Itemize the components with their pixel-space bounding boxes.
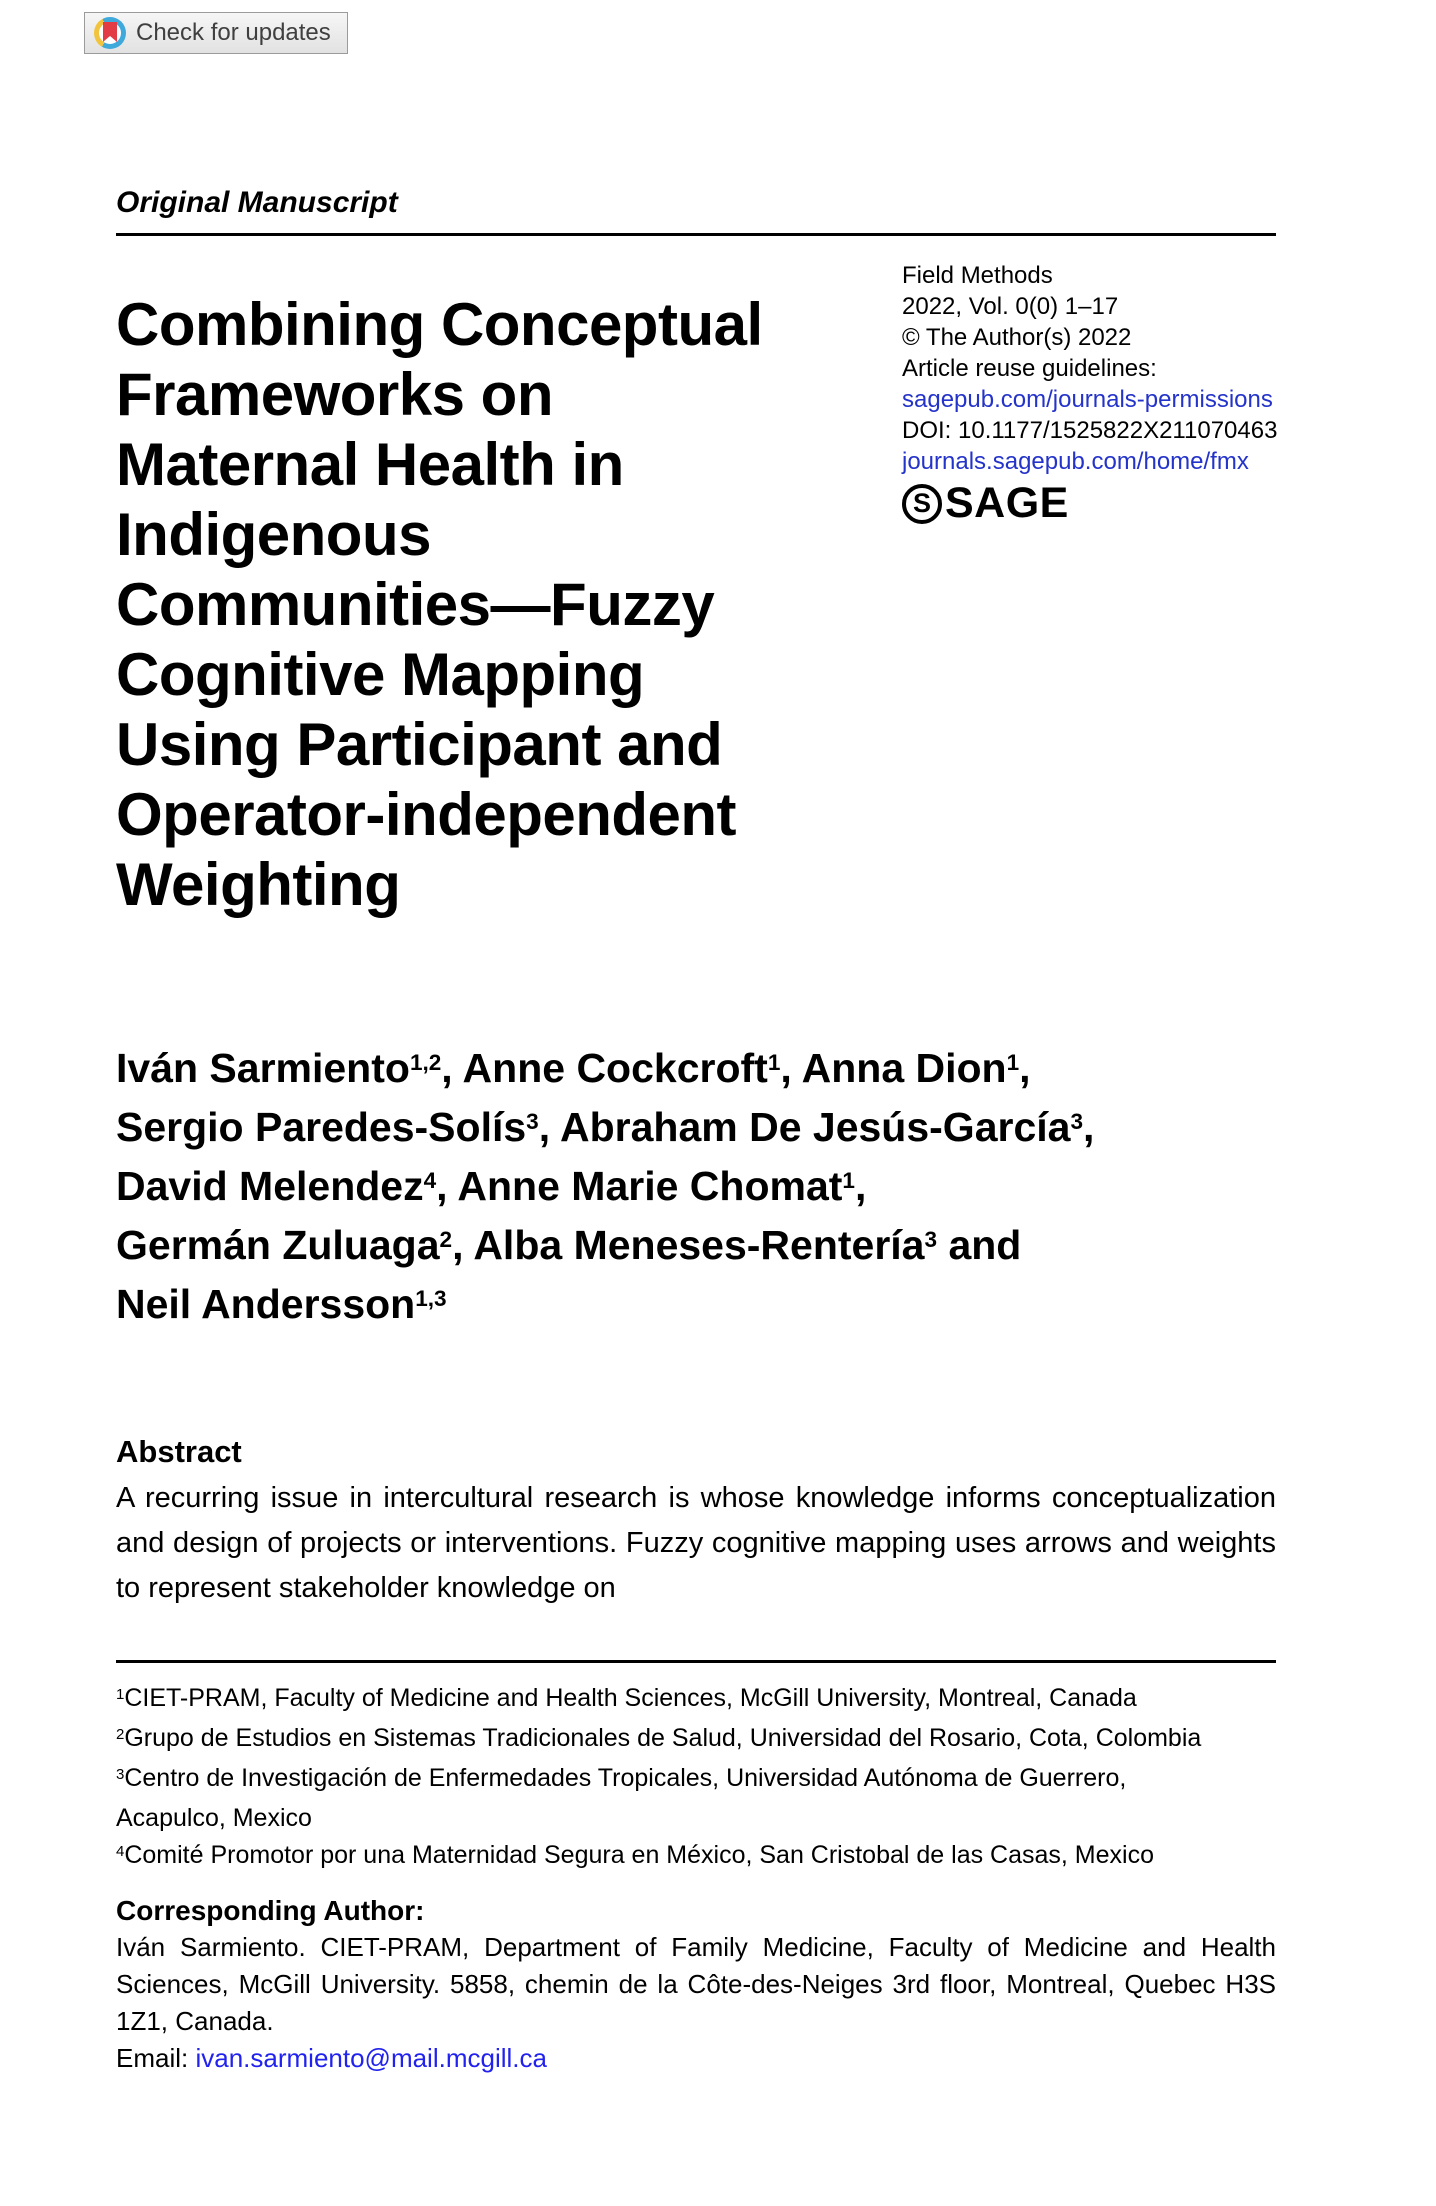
affiliation-footnote: $^4$Comité Promotor por una Maternidad Segura en México, San Cristobal de las Casas, Mexico xyxy=(116,1841,1154,1869)
journal-metadata-block xyxy=(902,260,1282,477)
author-list xyxy=(116,1042,1094,1337)
footnote-number: 4 xyxy=(116,1843,125,1861)
author-line: David Melendez$^4$, Anne Marie Chomat$^1$, xyxy=(116,1163,867,1209)
footnote-rule xyxy=(116,1660,1276,1663)
author-affiliation-sup: 1,2 xyxy=(409,1049,442,1075)
author-name: David Melendez xyxy=(116,1163,424,1209)
reuse-guidelines-label-line: Article reuse guidelines: xyxy=(902,355,1157,382)
abstract-text: A recurring issue in intercultural research is whose knowledge informs conceptualization and design of projects or interventions. Fuzzy cognitive mapping uses arrows and weights to represent stakeholder knowledge on xyxy=(116,1482,1276,1604)
author-line: Iván Sarmiento$^{1,2}$, Anne Cockcroft$^1$, Anna Dion$^1$, xyxy=(116,1045,1031,1091)
journal-home-link[interactable]: journals.sagepub.com/home/fmx xyxy=(902,448,1249,475)
author-name: Anna Dion xyxy=(801,1045,1007,1091)
author-affiliation-sup: 4 xyxy=(423,1167,437,1193)
permissions-link[interactable]: sagepub.com/journals-permissions xyxy=(902,386,1273,413)
author-affiliation-sup: 3 xyxy=(924,1226,938,1252)
sage-s-circle-icon: S xyxy=(902,484,942,524)
footnote-number: 1 xyxy=(116,1686,125,1704)
copyright-line-line: © The Author(s) 2022 xyxy=(902,324,1132,351)
author-name: Sergio Paredes-Solís xyxy=(116,1104,527,1150)
author-name: Anne Cockcroft xyxy=(462,1045,768,1091)
corresponding-author-block xyxy=(116,1892,1276,2077)
abstract-heading: Abstract xyxy=(116,1434,242,1469)
author-affiliation-sup: 1 xyxy=(842,1167,855,1193)
corresponding-email-link[interactable]: ivan.sarmiento@mail.mcgill.ca xyxy=(195,2043,547,2073)
volume-issue-pages-line: 2022, Vol. 0(0) 1–17 xyxy=(902,293,1119,320)
author-line: Sergio Paredes-Solís$^3$, Abraham De Jesús-García$^3$, xyxy=(116,1104,1095,1150)
affiliation-footnote: $^3$Centro de Investigación de Enfermedades Tropicales, Universidad Autónoma de Guerrero, Acapulco, Mexico xyxy=(116,1764,1127,1832)
author-name: Anne Marie Chomat xyxy=(457,1163,843,1209)
author-name: Neil Andersson xyxy=(116,1281,416,1327)
doi-line-line: DOI: 10.1177/1525822X211070463 xyxy=(902,417,1278,444)
crossmark-icon xyxy=(94,17,126,49)
check-for-updates-label: Check for updates xyxy=(136,19,331,46)
article-title: Combining Conceptual Frameworks on Maternal Health in Indigenous Communities—Fuzzy Cognitive Mapping Using Participant and Operator-independent Weighting xyxy=(116,291,763,918)
article-type-label: Original Manuscript xyxy=(116,186,398,219)
sage-logo xyxy=(902,479,1069,527)
author-affiliation-sup: 1,3 xyxy=(415,1285,447,1311)
footnote-number: 2 xyxy=(116,1726,125,1744)
permissions-link-line xyxy=(902,384,1282,415)
author-affiliation-sup: 3 xyxy=(526,1108,539,1134)
corresponding-author-address: Iván Sarmiento. CIET-PRAM, Department of Family Medicine, Faculty of Medicine and Health Sciences, McGill University. 5858, chemin de la Côte-des-Neiges 3rd floor, Montreal, Quebec H3S 1Z1, Canada. xyxy=(116,1932,1276,2036)
author-name: Germán Zuluaga xyxy=(116,1222,440,1268)
check-for-updates-button[interactable] xyxy=(84,12,348,54)
footnote-number: 3 xyxy=(116,1766,125,1784)
author-line xyxy=(116,1278,1094,1337)
corresponding-author-heading: Corresponding Author: xyxy=(116,1895,425,1926)
author-name: Abraham De Jesús-García xyxy=(559,1104,1071,1150)
author-affiliation-sup: 1 xyxy=(1006,1049,1020,1075)
sage-wordmark: SAGE xyxy=(945,479,1069,527)
header-rule xyxy=(116,233,1276,236)
affiliation-footnotes xyxy=(116,1680,1316,1877)
author-line: Germán Zuluaga$^2$, Alba Meneses-Rentería$^3$ and xyxy=(116,1222,1022,1268)
author-name: Alba Meneses-Rentería xyxy=(473,1222,925,1268)
affiliation-footnote: $^2$Grupo de Estudios en Sistemas Tradicionales de Salud, Universidad del Rosario, Cota, Colombia xyxy=(116,1724,1202,1752)
affiliation-footnote: $^1$CIET-PRAM, Faculty of Medicine and Health Sciences, McGill University, Montreal, Canada xyxy=(116,1684,1137,1712)
author-affiliation-sup: 3 xyxy=(1070,1108,1083,1134)
author-affiliation-sup: 1 xyxy=(767,1049,781,1075)
journal-home-link-line xyxy=(902,446,1282,477)
author-affiliation-sup: 2 xyxy=(439,1226,453,1252)
corresponding-author-email-line xyxy=(116,2040,1276,2077)
author-name: Iván Sarmiento xyxy=(116,1045,410,1091)
email-label: Email: xyxy=(116,2043,196,2073)
journal-name-line: Field Methods xyxy=(902,262,1053,289)
